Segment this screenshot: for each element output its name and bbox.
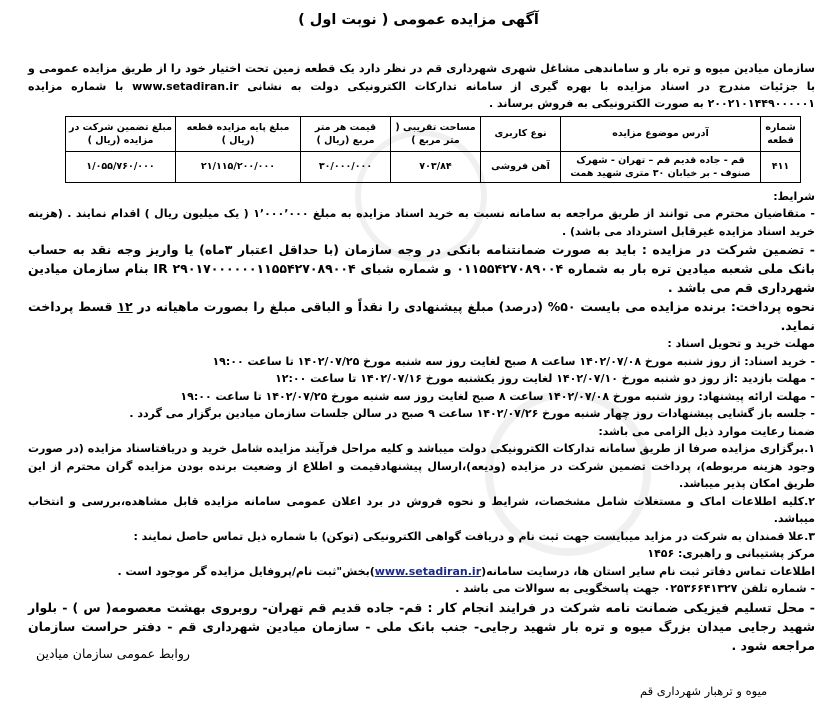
header-guarantee-amount: مبلغ تضمین شرکت در مزایده (ریال ) [66, 116, 176, 151]
intro-text-end: با شماره مزایده ۲۰۰۲۱۰۱۴۴۹۰۰۰۰۰۱ به صورت الکترونیکی به فروش برساند . [28, 79, 815, 110]
cell-address: قم - جاده قدیم قم – تهران - شهرک صنوف - بر خیابان ۳۰ متری شهید همت [561, 151, 761, 182]
payment-method [28, 297, 815, 335]
header-usage-type: نوع کاربری [481, 116, 561, 151]
notice-body [28, 60, 815, 655]
intro-text: سازمان میادین میوه و تره بار و ساماندهی مشاغل شهری شهرداری قم در نظر دارد یک قطعه زمین تحت اختیار خود را از طریق مزایده عمومی و با جزئیات مندرج در اسناد مزایده با بهره گیری از سامانه تدارکات الکترونیکی دولت به نشانی [28, 62, 815, 93]
contact-text-end: )بخش"ثبت نام/پروفایل مزایده گر موجود است . [117, 564, 375, 578]
header-area: مساحت تقریبی ( متر مربع ) [391, 116, 481, 151]
phone-info: - شماره تلفن ۰۲۵۳۶۶۴۱۳۲۷ جهت پاسخگویی به سوالات می باشد . [455, 582, 815, 595]
support-center: مرکز پشتیبانی و راهبری: ۱۴۵۶ [647, 547, 815, 560]
note-item-3: ۳.علا قمندان به شرکت در مزاید میبایست جهت ثبت نام و دریافت گواهی الکترونیکی (توکن) با شماره ذیل تماس حاصل نمایند : [133, 529, 815, 543]
schedule-item-submission: - مهلت ارائه پیشنهاد: روز شنبه مورخ ۱۴۰۲/۰۷/۰۸ ساعت ۸ صبح لغایت روز سه شنبه مورخ ۱۴۰۲/۰۷/۲۵ تا ساعت ۱۹:۰۰ [180, 389, 815, 403]
note-item-1: ۱.برگزاری مزایده صرفا از طریق سامانه تدارکات الکترونیکی دولت میباشد و کلیه مراحل فرآیند مزایده شامل خرید و دریافتاسناد مزایده (در صورت وجود هزینه مربوطه)، پرداخت تضمین شرکت در مزایده (ودیعه)،ارسال پیشنهادقیمت و اطلاع از وضعیت برنده بودن مزایده گران محترم از این طریق امکان پذیر میباشد. [28, 442, 815, 490]
cell-area: ۷۰۳/۸۴ [391, 151, 481, 182]
installment-count: ۱۲ [117, 299, 133, 314]
conditions-heading: شرایط: [773, 189, 815, 203]
cell-lot-number: ۴۱۱ [761, 151, 801, 182]
contact-info [28, 563, 815, 581]
header-lot-number: شماره قطعه [761, 116, 801, 151]
notes-heading: ضمنا رعایت موارد ذیل الزامی می باشد: [598, 424, 815, 438]
header-base-price: مبلغ پایه مزایده قطعه (ریال ) [176, 116, 301, 151]
schedule-item-opening: - جلسه باز گشایی پیشنهادات روز چهار شنبه مورخ ۱۴۰۲/۰۷/۲۶ ساعت ۹ صبح در سالن جلسات سازمان میادین برگزار می گردد . [129, 407, 815, 420]
payment-text: نحوه پرداخت: برنده مزایده می بایست ۵۰% (درصد) مبلغ پیشنهادی را نقداً و الباقی مبلغ را بصورت ماهیانه در [132, 299, 815, 314]
contact-text: اطلاعات تماس دفاتر ثبت نام سایر استان ها، درسایت سامانه( [481, 564, 815, 578]
cell-usage-type: آهن فروشی [481, 151, 561, 182]
cell-base-price: ۲۱/۱۱۵/۲۰۰/۰۰۰ [176, 151, 301, 182]
auction-lots-table [65, 116, 801, 183]
signature-line-1: روابط عمومی سازمان میادین [36, 646, 190, 661]
notice-title: آگهی مزایده عمومی ( نوبت اول ) [298, 12, 539, 28]
header-price-per-meter: قیمت هر متر مربع (ریال ) [301, 116, 391, 151]
schedule-heading: مهلت خرید و تحویل اسناد : [667, 337, 815, 350]
table-row [66, 151, 801, 182]
website-address: www.setadiran.ir [132, 79, 239, 93]
signature-line-2: میوه و ترهبار شهرداری قم [640, 684, 768, 698]
payment-text-end: قسط پرداخت نماید. [28, 299, 815, 333]
intro-paragraph [28, 60, 815, 113]
schedule-item-purchase: - خرید اسناد: از روز شنبه مورخ ۱۴۰۲/۰۷/۰۸ ساعت ۸ صبح لغایت روز سه شنبه مورخ ۱۴۰۲/۰۷/۲۵ تا ساعت ۱۹:۰۰ [212, 354, 815, 368]
guarantee-condition: - تضمین شرکت در مزایده : باید به صورت ضمانتنامه بانکی در وجه سازمان (با حداقل اعتبار ۳ماه) یا واریز وجه نقد به حساب بانک ملی شعبه میادین تره بار به شماره ۰۱۱۵۵۴۲۷۰۸۹۰۰۴ و شماره شبای IR ۲۹۰۱۷۰۰۰۰۰۰۱۱۵۵۴۲۷۰۸۹۰۰۴ بنام سازمان میادین شهرداری قم می باشد . [28, 242, 816, 295]
cell-price-per-meter: ۳۰/۰۰۰/۰۰۰ [301, 151, 391, 182]
header-address: آدرس موضوع مزایده [561, 116, 761, 151]
delivery-location: - محل تسلیم فیزیکی ضمانت نامه شرکت در فرایند انجام کار : قم- جاده قدیم قم تهران- روبروی بهشت معصومه( س ) - بلوار شهید رجایی میدان بزرگ میوه و تره بار شهید رجایی- جنب بانک ملی - سازمان میادین شهرداری قم - دفتر حراست سازمان مراجعه شود . [28, 599, 815, 653]
schedule-item-visit: - مهلت بازدید :از روز دو شنبه مورخ ۱۴۰۲/۰۷/۱۰ لغایت روز یکشنبه مورخ ۱۴۰۲/۰۷/۱۶ تا ساعت ۱۲:۰۰ [275, 372, 815, 385]
document-purchase-condition: - متقاضیان محترم می توانند از طریق مراجعه به سامانه نسبت به خرید اسناد مزایده به مبلغ ۱٬۰۰۰٬۰۰۰ ( یک میلیون ریال ) اقدام نمایند . (هزینه خرید اسناد مزایده غیرقابل استرداد می باشد) . [28, 207, 816, 238]
note-item-2: ۲.کلیه اطلاعات اماک و مستغلات شامل مشخصات، شرایط و نحوه فروش در برد اعلان عمومی سامانه مزایده قابل مشاهده،بررسی و انتخاب میباشد. [28, 494, 815, 525]
table-header-row [66, 116, 801, 151]
website-link[interactable]: www.setadiran.ir [374, 564, 482, 578]
cell-guarantee-amount: ۱/۰۵۵/۷۶۰/۰۰۰ [66, 151, 176, 182]
